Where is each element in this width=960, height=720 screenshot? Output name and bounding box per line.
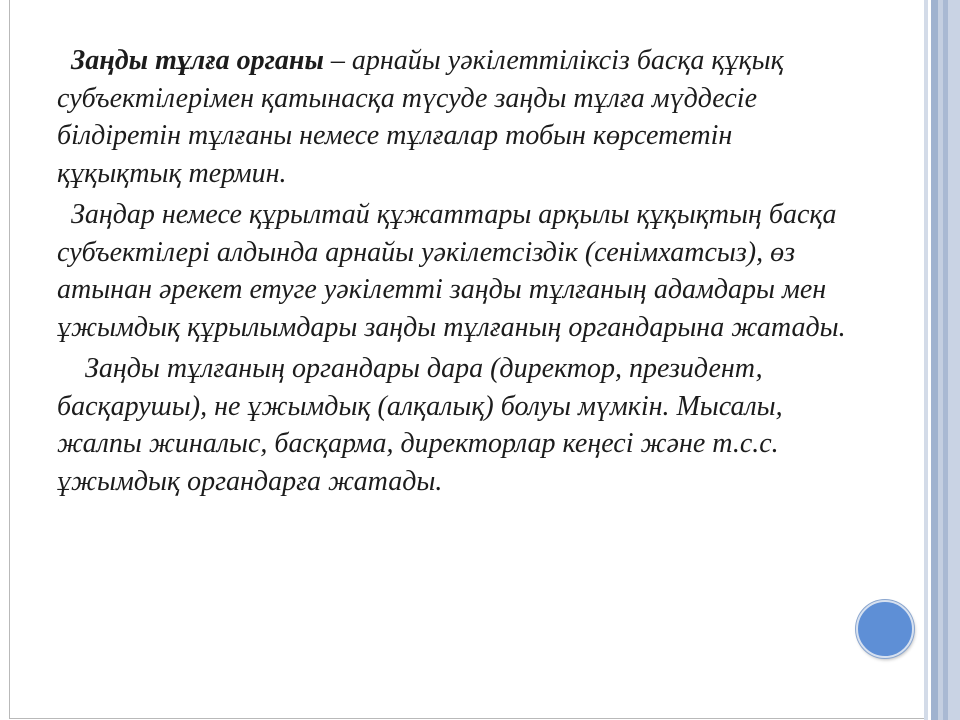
decorative-stripe [948, 0, 960, 720]
decorative-stripe [931, 0, 938, 720]
slide-body [57, 42, 857, 500]
paragraph-types [57, 350, 857, 500]
paragraph-indent [57, 199, 71, 230]
decorative-circle [856, 600, 914, 658]
paragraph-bodies [57, 196, 857, 346]
defined-term: Заңды тұлға органы [71, 45, 324, 76]
paragraph-text: – арнайы уәкілеттіліксіз басқа құқық субъектілерімен қатынасқа түсуде заңды тұлға мүддесіе білдіретін тұлғаны немесе тұлғалар тобын көрсететін құқықтық термин. [57, 45, 784, 189]
paragraph-indent [57, 45, 71, 76]
paragraph-text: Заңдар немесе құрылтай құжаттары арқылы құқықтың басқа субъектілері алдында арнайы уәкілетсіздік (сенімхатсыз), өз атынан әрекет етуге уәкілетті заңды тұлғаның адамдары мен ұжымдық құрылымдары заңды тұлғаның органдарына жатады. [57, 199, 846, 343]
paragraph-indent [57, 353, 85, 384]
paragraph-definition [57, 42, 857, 192]
paragraph-text: Заңды тұлғаның органдары дара (директор, президент, басқарушы), не ұжымдық (алқалық) болуы мүмкін. Мысалы, жалпы жиналыс, басқарма, директорлар кеңесі және т.с.с. ұжымдық органдарға жатады. [57, 353, 783, 497]
